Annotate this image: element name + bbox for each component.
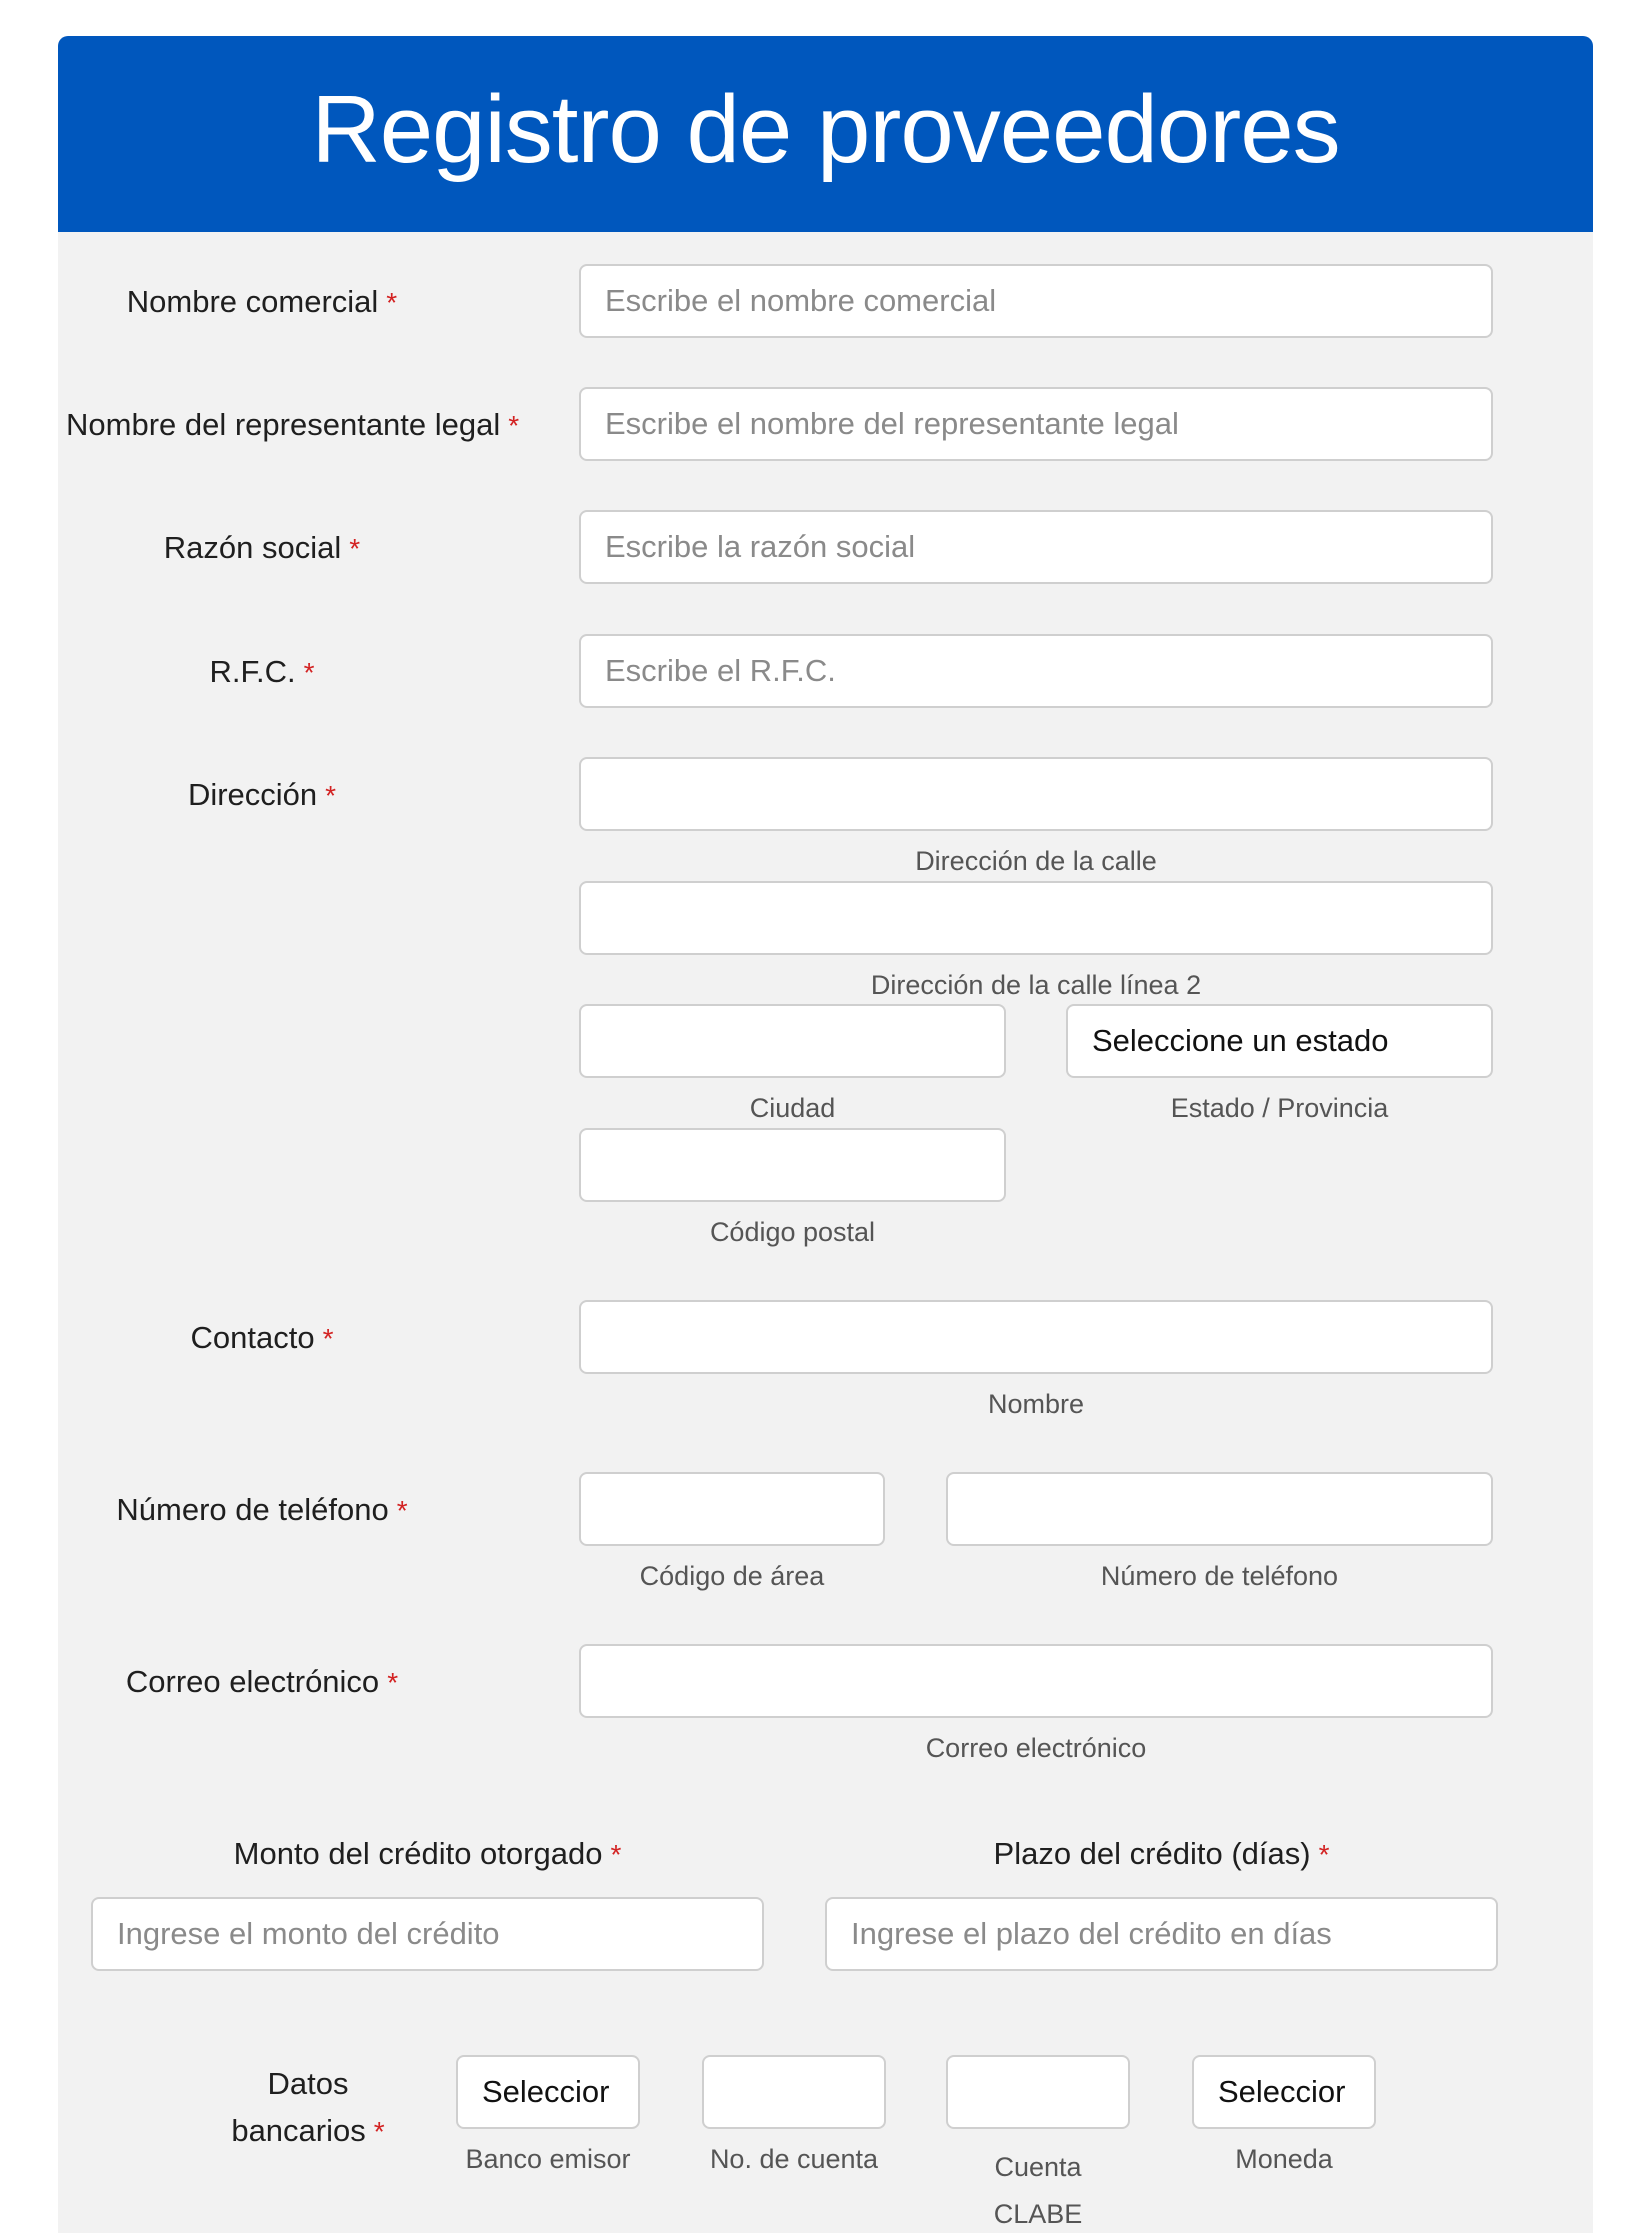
bank-select-value: Seleccior (482, 2074, 610, 2109)
state-select[interactable] (1066, 1004, 1493, 1078)
currency-hint: Moneda (1235, 2144, 1333, 2174)
required-asterisk: * (322, 1323, 334, 1354)
postal-code-input[interactable] (579, 1128, 1006, 1202)
contact-name-input[interactable] (579, 1300, 1493, 1374)
direccion-label-text: Dirección (187, 777, 318, 812)
street-address-hint: Dirección de la calle (915, 846, 1157, 876)
contacto-label-text: Contacto (190, 1320, 315, 1355)
phone-number-hint: Número de teléfono (1100, 1561, 1339, 1591)
representante-legal-label (58, 407, 554, 443)
rfc-label-text: R.F.C. (209, 654, 296, 689)
bank-hint: Banco emisor (465, 2144, 631, 2174)
clabe-input[interactable] (946, 2055, 1130, 2129)
clabe-hint-line1: Cuenta (994, 2152, 1082, 2182)
contact-name-hint: Nombre (987, 1389, 1085, 1419)
postal-code-hint: Código postal (709, 1217, 876, 1247)
correo-label-text: Correo electrónico (125, 1664, 380, 1699)
direccion-label (58, 777, 466, 813)
monto-credito-label-text: Monto del crédito otorgado (233, 1836, 603, 1871)
city-input[interactable] (579, 1004, 1006, 1078)
email-hint: Correo electrónico (925, 1733, 1147, 1763)
required-asterisk: * (610, 1839, 622, 1870)
datos-bancarios-label (208, 2060, 408, 2155)
required-asterisk: * (386, 287, 398, 318)
bank-select[interactable] (456, 2055, 640, 2129)
telefono-label (58, 1492, 466, 1528)
email-input[interactable] (579, 1644, 1493, 1718)
city-hint: Ciudad (749, 1093, 836, 1123)
street-address-line2-input[interactable] (579, 881, 1493, 955)
datos-bancarios-label-line2: bancarios (231, 2113, 366, 2148)
correo-label (58, 1664, 466, 1700)
clabe-hint (926, 2144, 1150, 2233)
account-number-input[interactable] (702, 2055, 886, 2129)
monto-credito-label (91, 1836, 764, 1872)
registration-form-card (58, 36, 1593, 2233)
representante-legal-label-text: Nombre del representante legal (66, 407, 501, 442)
nombre-comercial-label-text: Nombre comercial (126, 284, 379, 319)
form-title: Registro de proveedores (311, 76, 1340, 183)
monto-credito-input[interactable] (91, 1897, 764, 1971)
nombre-comercial-label (58, 284, 466, 320)
street-address-line2-hint: Dirección de la calle línea 2 (870, 970, 1202, 1000)
plazo-credito-label-text: Plazo del crédito (días) (993, 1836, 1311, 1871)
clabe-hint-line2: CLABE (993, 2199, 1083, 2229)
razon-social-input[interactable] (579, 510, 1493, 584)
required-asterisk: * (508, 410, 520, 441)
plazo-credito-label (825, 1836, 1498, 1872)
area-code-input[interactable] (579, 1472, 885, 1546)
required-asterisk: * (387, 1667, 399, 1698)
required-asterisk: * (303, 657, 315, 688)
rfc-input[interactable] (579, 634, 1493, 708)
currency-select-value: Seleccior (1218, 2074, 1346, 2109)
account-number-hint: No. de cuenta (709, 2144, 879, 2174)
area-code-hint: Código de área (639, 1561, 825, 1591)
representante-legal-input[interactable] (579, 387, 1493, 461)
state-hint: Estado / Provincia (1170, 1093, 1389, 1123)
nombre-comercial-input[interactable] (579, 264, 1493, 338)
street-address-input[interactable] (579, 757, 1493, 831)
required-asterisk: * (373, 2116, 385, 2147)
rfc-label (58, 654, 466, 690)
required-asterisk: * (396, 1495, 408, 1526)
contacto-label (58, 1320, 466, 1356)
phone-number-input[interactable] (946, 1472, 1493, 1546)
razon-social-label-text: Razón social (163, 530, 342, 565)
required-asterisk: * (349, 533, 361, 564)
required-asterisk: * (1318, 1839, 1330, 1870)
form-header-banner (58, 36, 1593, 232)
datos-bancarios-label-line1: Datos (267, 2066, 349, 2101)
telefono-label-text: Número de teléfono (116, 1492, 389, 1527)
required-asterisk: * (325, 780, 337, 811)
razon-social-label (58, 530, 466, 566)
plazo-credito-input[interactable] (825, 1897, 1498, 1971)
state-select-value: Seleccione un estado (1092, 1023, 1389, 1058)
currency-select[interactable] (1192, 2055, 1376, 2129)
